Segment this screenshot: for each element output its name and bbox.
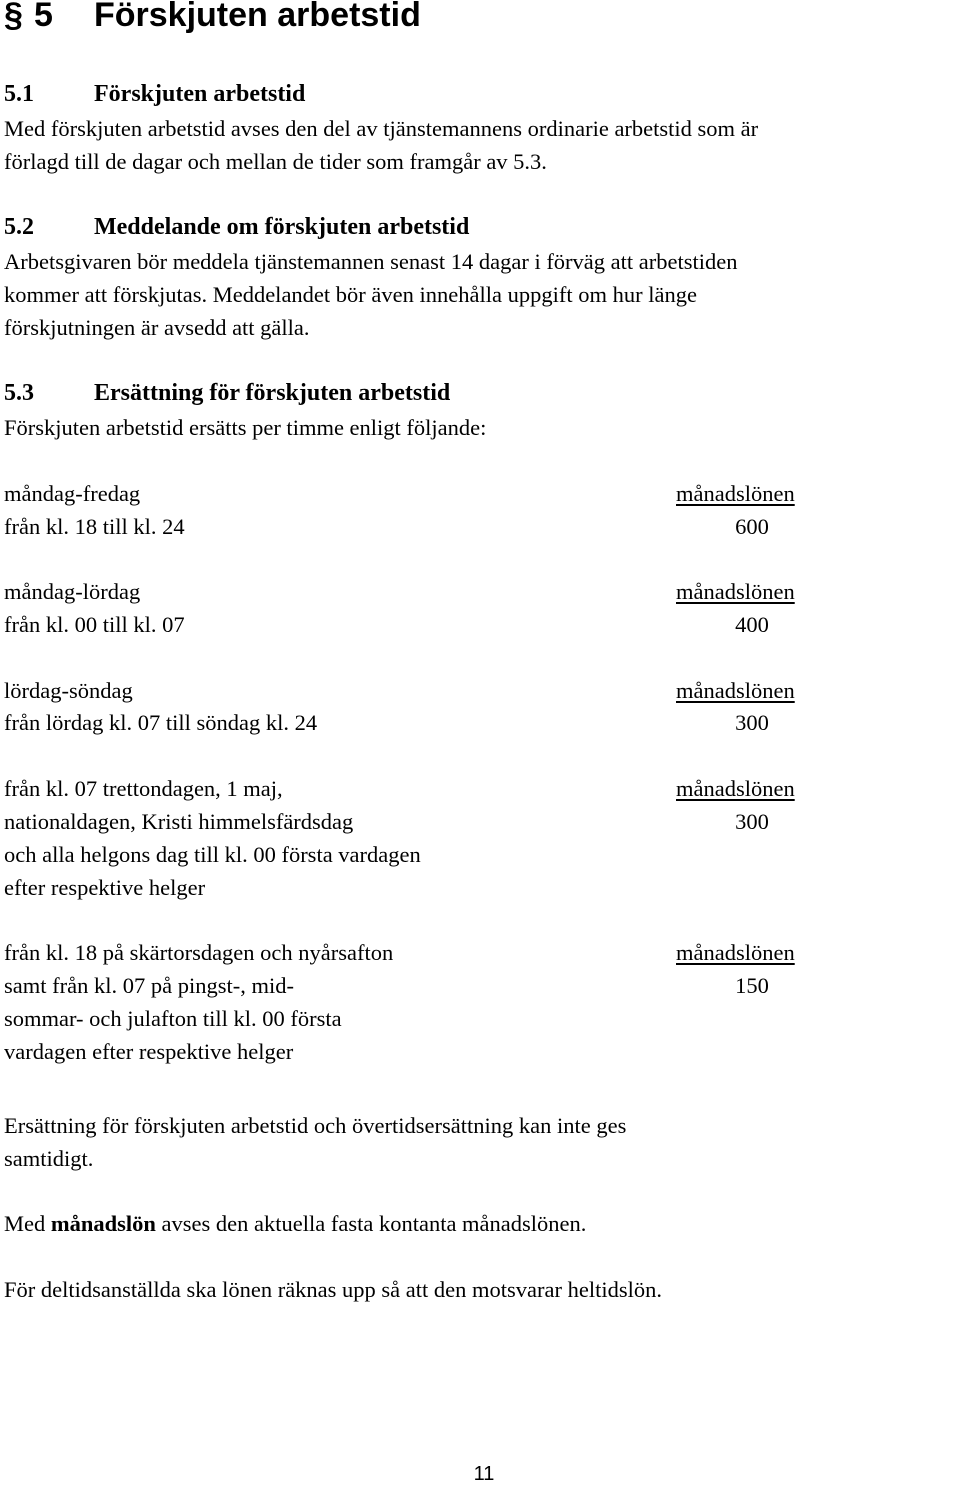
- condition-text: från kl. 18 på skärtorsdagen och nyårsafton: [4, 940, 394, 965]
- condition-text: från kl. 00 till kl. 07: [4, 612, 185, 637]
- compensation-value: 600: [735, 514, 769, 539]
- table-row: [4, 608, 944, 641]
- section-number: 5.2: [4, 214, 34, 240]
- column-header: månadslönen: [676, 776, 795, 801]
- section-5-3-intro: [4, 411, 944, 444]
- column-header: månadslönen: [676, 481, 795, 506]
- text-line: Förskjuten arbetstid ersätts per timme enligt följande:: [4, 415, 487, 440]
- part-time-note: [4, 1273, 944, 1306]
- condition-text: måndag-fredag: [4, 481, 141, 506]
- table-row: [4, 1002, 944, 1035]
- chapter-number: 5: [34, 0, 53, 34]
- section-title: Ersättning för förskjuten arbetstid: [94, 380, 451, 406]
- table-row: [4, 575, 944, 608]
- compensation-value: 400: [735, 612, 769, 637]
- table-row: [4, 772, 944, 805]
- section-number: 5.1: [4, 81, 34, 107]
- table-row: [4, 674, 944, 707]
- table-row: [4, 805, 944, 838]
- section-5-1-text: [4, 112, 944, 178]
- condition-text: efter respektive helger: [4, 875, 206, 900]
- section-5-2-text: [4, 245, 944, 344]
- page-number: 11: [473, 1463, 495, 1485]
- text-line: förlagd till de dagar och mellan de tider som framgår av 5.3.: [4, 149, 547, 174]
- section-heading-5-2: [4, 212, 469, 242]
- condition-text: nationaldagen, Kristi himmelsfärdsdag: [4, 809, 354, 834]
- table-row: [4, 871, 944, 904]
- table-row: [4, 510, 944, 543]
- table-row: [4, 936, 944, 969]
- chapter-heading: [4, 0, 421, 38]
- compensation-value: 150: [735, 973, 769, 998]
- section-title: Förskjuten arbetstid: [94, 81, 306, 107]
- definition-suffix: avses den aktuella fasta kontanta månadslönen.: [155, 1211, 587, 1236]
- condition-text: måndag-lördag: [4, 579, 141, 604]
- condition-text: vardagen efter respektive helger: [4, 1039, 294, 1064]
- section-number: 5.3: [4, 380, 34, 406]
- condition-text: sommar- och julafton till kl. 00 första: [4, 1006, 342, 1031]
- condition-text: från lördag kl. 07 till söndag kl. 24: [4, 710, 318, 735]
- text-line: Ersättning för förskjuten arbetstid och övertidsersättning kan inte ges: [4, 1113, 627, 1138]
- condition-text: från kl. 07 trettondagen, 1 maj,: [4, 776, 283, 801]
- text-line: För deltidsanställda ska lönen räknas upp så att den motsvarar heltidslön.: [4, 1277, 662, 1302]
- table-row: [4, 969, 944, 1002]
- section-heading-5-3: [4, 378, 450, 408]
- text-line: samtidigt.: [4, 1146, 94, 1171]
- column-header: månadslönen: [676, 678, 795, 703]
- definition-term: månadslön: [50, 1211, 156, 1236]
- text-line: förskjutningen är avsedd att gälla.: [4, 315, 310, 340]
- condition-text: från kl. 18 till kl. 24: [4, 514, 185, 539]
- column-header: månadslönen: [676, 940, 795, 965]
- section-symbol: §: [4, 0, 23, 34]
- section-heading-5-1: [4, 79, 305, 109]
- definition-note: [4, 1207, 944, 1240]
- column-header: månadslönen: [676, 579, 795, 604]
- compensation-value: 300: [735, 809, 769, 834]
- condition-text: lördag-söndag: [4, 678, 133, 703]
- compensation-value: 300: [735, 710, 769, 735]
- condition-text: samt från kl. 07 på pingst-, mid-: [4, 973, 294, 998]
- table-row: [4, 477, 944, 510]
- table-row: [4, 706, 944, 739]
- table-row: [4, 838, 944, 871]
- section-title: Meddelande om förskjuten arbetstid: [94, 214, 470, 240]
- definition-prefix: Med: [4, 1211, 51, 1236]
- chapter-title: Förskjuten arbetstid: [94, 0, 421, 34]
- text-line: Arbetsgivaren bör meddela tjänstemannen senast 14 dagar i förväg att arbetstiden: [4, 249, 738, 274]
- text-line: kommer att förskjutas. Meddelandet bör även innehålla uppgift om hur länge: [4, 282, 697, 307]
- table-row: [4, 1035, 944, 1068]
- condition-text: och alla helgons dag till kl. 00 första vardagen: [4, 842, 421, 867]
- text-line: Med förskjuten arbetstid avses den del av tjänstemannens ordinarie arbetstid som är: [4, 116, 759, 141]
- overtime-note: [4, 1109, 944, 1175]
